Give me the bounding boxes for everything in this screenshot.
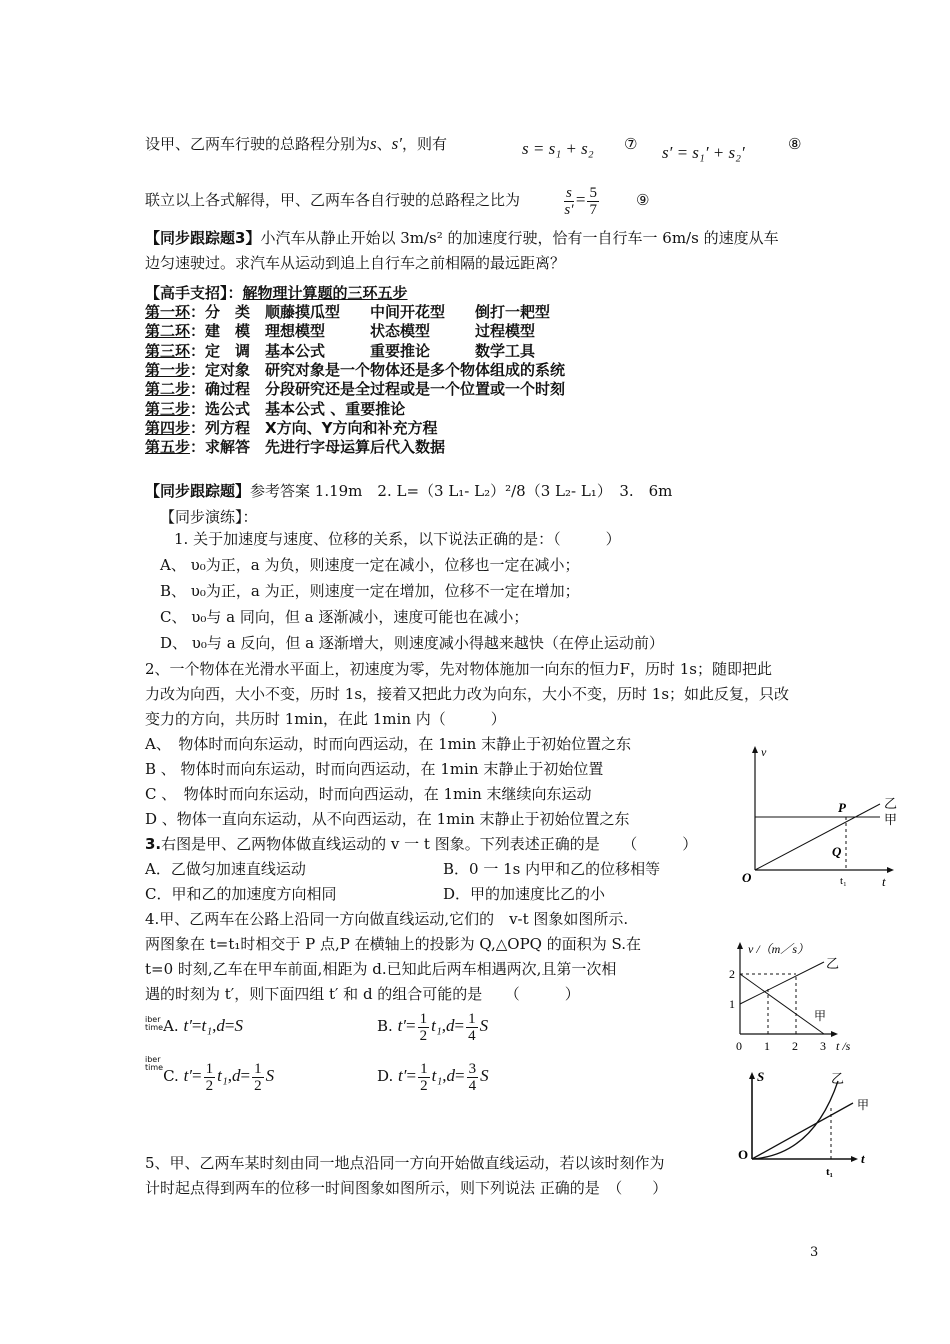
label-o: O bbox=[742, 870, 752, 885]
q3-option-b: B．0 一 1s 内甲和乙的位移相等 bbox=[443, 860, 661, 878]
tips-label: 【高手支招】： bbox=[145, 284, 243, 302]
q2-option-a: A、 物体时而向东运动，时而向西运动，在 1min 末静止于初始位置之东 bbox=[145, 735, 632, 753]
tips-row-text: ：定对象 研究对象是一个物体还是多个物体组成的系统 bbox=[190, 360, 566, 379]
tips-row-text: ：列方程 X方向、Y方向和补充方程 bbox=[190, 418, 438, 437]
tracking3-line2: 边匀速驶过。求汽车从运动到追上自行车之前相隔的最远距离？ bbox=[145, 254, 566, 272]
iber-mark: iber time bbox=[145, 1055, 164, 1072]
x-tick-0: 0 bbox=[736, 1039, 742, 1053]
q2-line3: 变力的方向，共历时 1min，在此 1min 内（ ） bbox=[145, 710, 506, 728]
x-axis-arrow bbox=[851, 1156, 858, 1162]
y-tick-1: 1 bbox=[729, 997, 735, 1011]
label-jia: 甲 bbox=[857, 1098, 870, 1112]
equation-8: s′ = s₁′ + s₂′ bbox=[662, 143, 745, 162]
y-tick-2: 2 bbox=[729, 967, 735, 981]
q4-option-b: B. t′= $\frac{1}{2}$ t₁,d= $\frac{1}{4}$ S bbox=[377, 1010, 489, 1044]
tips-row bbox=[145, 321, 535, 341]
q4-line3: t=0 时刻,乙车在甲车前面,相距为 d.已知此后两车相遇两次,且第一次相 bbox=[145, 960, 617, 978]
q3-text: 右图是甲、乙两物体做直线运动的 v 一 t 图象。下列表述正确的是 （ ） bbox=[161, 835, 698, 853]
label-q: Q bbox=[832, 844, 842, 859]
q1-option-d: D、 υ₀与 a 反向，但 a 逐渐增大，则速度减小得越来越快（在停止运动前） bbox=[160, 634, 664, 652]
q3-option-d: D．甲的加速度比乙的小 bbox=[443, 885, 606, 903]
intro-line2 bbox=[145, 190, 520, 210]
x-tick-1: 1 bbox=[764, 1039, 770, 1053]
q4-line2: 两图象在 t=t₁时相交于 P 点,P 在横轴上的投影为 Q,△OPQ 的面积为 S.在 bbox=[145, 935, 642, 953]
q1-option-c: C、 υ₀与 a 同向，但 a 逐渐减小，速度可能也在减小； bbox=[160, 608, 529, 626]
tips-row bbox=[145, 360, 565, 380]
tips-row-text: ：选公式 基本公式 、重要推论 bbox=[190, 399, 406, 418]
iber-mark: iber time bbox=[145, 1015, 164, 1032]
q4-option-c: iber timeC. t′= $\frac{1}{2}$ t₁,d= $\frac{1}{2}$ S bbox=[145, 1055, 275, 1094]
equation-7: s = s₁ + s₂ bbox=[522, 139, 594, 158]
intro-line1-text: 设甲、乙两车行驶的总路程分别为 bbox=[145, 135, 371, 153]
tips-row-head: 第四步 bbox=[145, 418, 191, 437]
q1-option-a: A、 υ₀为正，a 为负，则速度一定在减小，位移也一定在减小； bbox=[160, 556, 580, 574]
tips-row bbox=[145, 302, 550, 322]
q4-line4: 遇的时刻为 t′，则下面四组 t′ 和 d 的组合可能的是 （ ） bbox=[145, 985, 580, 1003]
ratio-lhs: $\frac{s}{s'}$ bbox=[564, 184, 574, 218]
q4-option-d: D. t′= $\frac{1}{2}$ t₁,d= $\frac{3}{4}$ S bbox=[377, 1060, 489, 1094]
y-axis-arrow bbox=[752, 746, 758, 753]
tips-row-text: ：定 调 基本公式 重要推论 数学工具 bbox=[190, 341, 536, 360]
q2-option-b: B 、 物体时而向东运动，时而向西运动，在 1min 末静止于初始位置 bbox=[145, 760, 604, 778]
intro-s: s bbox=[370, 134, 377, 153]
answers-line bbox=[145, 481, 672, 501]
tips-row bbox=[145, 341, 535, 361]
q2-line2: 力改为向西，大小不变，历时 1s，接着又把此力改为向东，大小不变，历时 1s；如此反复，只改 bbox=[145, 685, 790, 703]
ratio-rhs: $\frac{5}{7}$ bbox=[589, 184, 597, 218]
q2-option-d: D 、物体一直向东运动，从不向西运动，在 1min 末静止于初始位置之东 bbox=[145, 810, 630, 828]
label-t1: t₁ bbox=[840, 875, 847, 887]
intro-sep: 、 bbox=[376, 135, 392, 153]
y-axis-arrow bbox=[737, 942, 743, 949]
tips-row-head: 第一步 bbox=[145, 360, 191, 379]
intro-then: ，则有 bbox=[402, 135, 448, 153]
tips-row-head: 第一环 bbox=[145, 303, 191, 321]
q1-option-b: B、 υ₀为正，a 为正，则速度一定在增加，位移不一定在增加； bbox=[160, 582, 580, 600]
label-jia: 甲 bbox=[814, 1009, 827, 1023]
tips-row-text: ：分 类 顺藤摸瓜型 中间开花型 倒打一耙型 bbox=[190, 303, 551, 321]
tracking3-label: 【同步跟踪题3】 bbox=[145, 229, 261, 247]
tips-row-head: 第二环 bbox=[145, 322, 191, 341]
eq8-mark: ⑧ bbox=[788, 135, 802, 153]
tips-row-text: ：建 模 理想模型 状态模型 过程模型 bbox=[190, 322, 536, 341]
tips-header bbox=[145, 283, 408, 303]
tips-row-head: 第二步 bbox=[145, 380, 191, 399]
intro-line2-text: 联立以上各式解得，甲、乙两车各自行驶的总路程之比为 bbox=[145, 191, 521, 209]
tips-row bbox=[145, 418, 437, 438]
tips-row bbox=[145, 399, 405, 419]
tips-row-text: ：确过程 分段研究还是全过程或是一个位置或一个时刻 bbox=[190, 380, 566, 399]
eq7-mark: ⑦ bbox=[624, 135, 638, 153]
x-tick-2: 2 bbox=[792, 1039, 798, 1053]
eq9-mark: ⑨ bbox=[636, 191, 650, 209]
practice-label: 【同步演练】： bbox=[160, 508, 258, 526]
tips-title: 解物理计算题的三环五步 bbox=[242, 284, 408, 302]
tips-row-head: 第五步 bbox=[145, 438, 191, 457]
answers-text: 参考答案 1.19m 2. L=（3 L₁- L₂）²/8（3 L₂- L₁） 3. 6m bbox=[250, 482, 673, 500]
tips-row bbox=[145, 379, 565, 399]
figure-st-graph-q5 bbox=[733, 1063, 893, 1181]
q3-option-c: C．甲和乙的加速度方向相同 bbox=[145, 885, 337, 903]
label-p: P bbox=[838, 800, 846, 815]
label-t: t bbox=[861, 1151, 865, 1166]
label-v: v bbox=[761, 745, 767, 759]
tips-row-text: ：求解答 先进行字母运算后代入数据 bbox=[190, 438, 446, 457]
label-yi: 乙 bbox=[826, 956, 840, 971]
page-number: 3 bbox=[810, 1245, 819, 1260]
q3-option-a: A．乙做匀加速直线运动 bbox=[145, 860, 306, 878]
q5-line2: 计时起点得到两车的位移一时间图象如图所示，则下列说法 正确的是 （ ） bbox=[145, 1179, 668, 1197]
x-axis-arrow bbox=[831, 1031, 838, 1037]
q4-line1: 4.甲、乙两车在公路上沿同一方向做直线运动,它们的 v-t 图象如图所示. bbox=[145, 910, 629, 928]
intro-line1 bbox=[145, 134, 447, 154]
ratio-formula: $\frac{s}{s'}$ = $\frac{5}{7}$ bbox=[564, 184, 597, 218]
line-yi bbox=[755, 804, 880, 870]
label-t: t bbox=[882, 874, 886, 887]
tips-row-head: 第三环 bbox=[145, 341, 191, 360]
line-jia bbox=[752, 1103, 853, 1159]
figure-vt-graph-q3 bbox=[730, 742, 900, 887]
tips-row bbox=[145, 437, 445, 457]
answers-label: 【同步跟踪题】 bbox=[145, 482, 251, 500]
q1-stem: 1. 关于加速度与速度、位移的关系，以下说法正确的是：（ ） bbox=[174, 530, 621, 548]
y-axis-arrow bbox=[749, 1072, 755, 1079]
q2-line1: 2、一个物体在光滑水平面上，初速度为零，先对物体施加一向东的恒力F，历时 1s；随即把此 bbox=[145, 660, 772, 678]
curve-yi bbox=[752, 1081, 838, 1159]
label-jia: 甲 bbox=[884, 812, 898, 827]
x-axis-label: t /s bbox=[836, 1039, 851, 1053]
x-tick-3: 3 bbox=[820, 1039, 826, 1053]
q4-option-a: iber timeA. t′=t₁,d=S bbox=[145, 1015, 243, 1035]
q3-num: 3. bbox=[145, 835, 162, 853]
intro-sp: s′ bbox=[391, 134, 402, 153]
figure-vt-graph-q4 bbox=[728, 940, 888, 1056]
q5-line1: 5、甲、乙两车某时刻由同一地点沿同一方向开始做直线运动，若以该时刻作为 bbox=[145, 1154, 665, 1172]
label-o: O bbox=[738, 1147, 749, 1162]
y-axis-label: v /（m／s） bbox=[748, 942, 809, 956]
label-yi: 乙 bbox=[831, 1071, 845, 1086]
label-t1: t₁ bbox=[826, 1166, 833, 1178]
q2-option-c: C 、 物体时而向东运动，时而向西运动，在 1min 末继续向东运动 bbox=[145, 785, 592, 803]
tracking3-text1: 小汽车从静止开始以 3m/s² 的加速度行驶，恰有一自行车一 6m/s 的速度从车 bbox=[260, 229, 779, 247]
q3-stem bbox=[145, 834, 697, 854]
tips-row-head: 第三步 bbox=[145, 399, 191, 418]
label-s: S bbox=[757, 1069, 765, 1084]
label-yi: 乙 bbox=[884, 796, 898, 811]
x-axis-arrow bbox=[887, 867, 894, 873]
tracking3-line1 bbox=[145, 228, 779, 248]
